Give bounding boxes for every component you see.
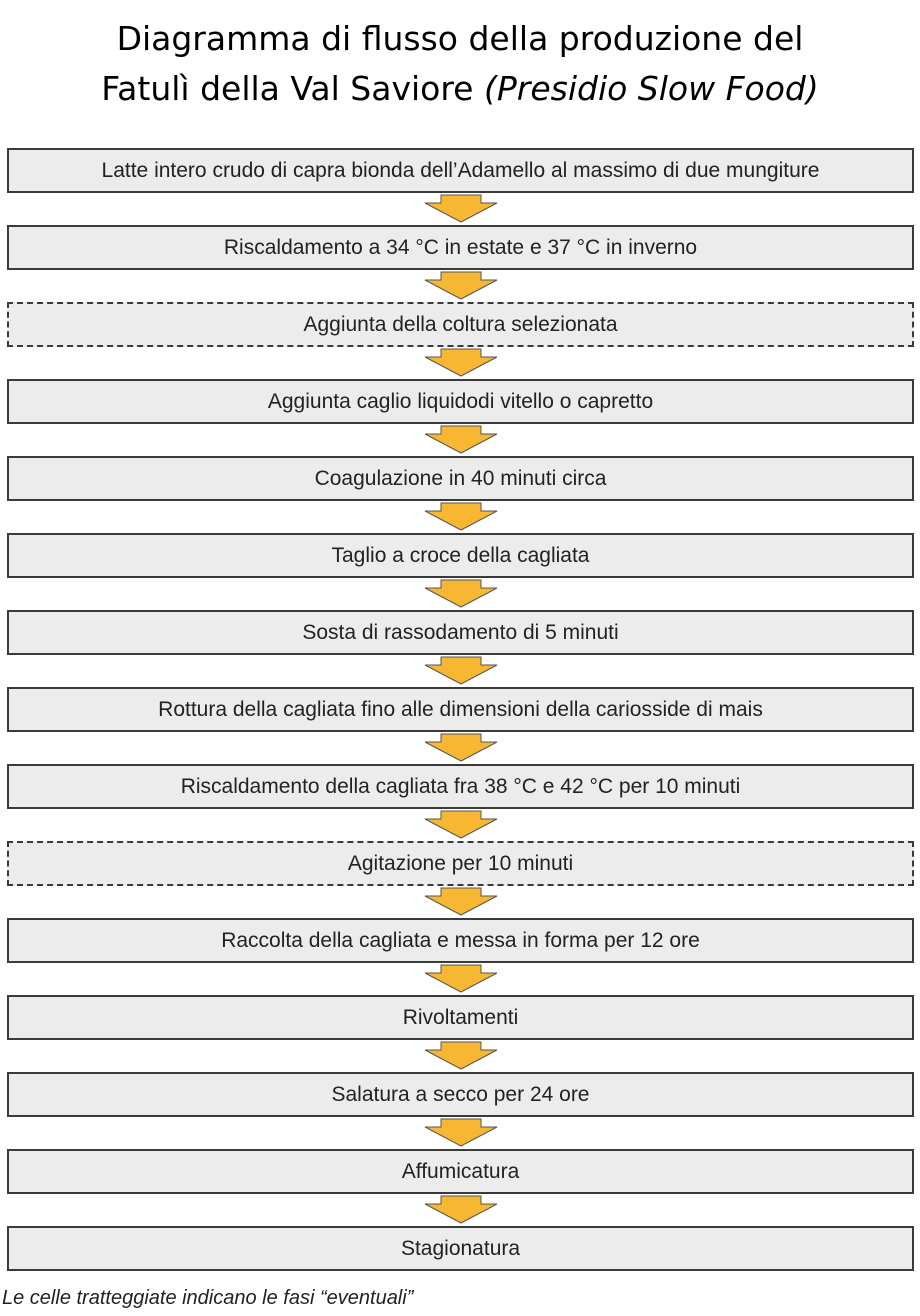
flowchart bbox=[7, 148, 914, 1271]
footnote: Le celle tratteggiate indicano le fasi “eventuali” bbox=[2, 1287, 414, 1309]
flow-step-4: Aggiunta caglio liquidodi vitello o capretto bbox=[7, 379, 914, 424]
title-line-2-italic: (Presidio Slow Food) bbox=[483, 69, 819, 108]
down-arrow-icon bbox=[7, 1194, 914, 1226]
down-arrow-icon bbox=[7, 578, 914, 610]
flow-step-9: Riscaldamento della cagliata fra 38 °C e 42 °C per 10 minuti bbox=[7, 764, 914, 809]
flow-step-8: Rottura della cagliata fino alle dimensioni della cariosside di mais bbox=[7, 687, 914, 732]
flow-step-14: Affumicatura bbox=[7, 1149, 914, 1194]
down-arrow-icon bbox=[7, 732, 914, 764]
down-arrow-icon bbox=[7, 193, 914, 225]
title-line-1: Diagramma di flusso della produzione del bbox=[116, 19, 804, 58]
flow-step-6: Taglio a croce della cagliata bbox=[7, 533, 914, 578]
down-arrow-icon bbox=[7, 655, 914, 687]
flow-step-15: Stagionatura bbox=[7, 1226, 914, 1271]
flow-step-12: Rivoltamenti bbox=[7, 995, 914, 1040]
flow-step-10: Agitazione per 10 minuti bbox=[7, 841, 914, 886]
down-arrow-icon bbox=[7, 501, 914, 533]
title-line-2 bbox=[0, 64, 920, 114]
flow-step-1: Latte intero crudo di capra bionda dell’Adamello al massimo di due mungiture bbox=[7, 148, 914, 193]
down-arrow-icon bbox=[7, 1040, 914, 1072]
flow-step-13: Salatura a secco per 24 ore bbox=[7, 1072, 914, 1117]
flow-step-11: Raccolta della cagliata e messa in forma per 12 ore bbox=[7, 918, 914, 963]
down-arrow-icon bbox=[7, 347, 914, 379]
down-arrow-icon bbox=[7, 886, 914, 918]
down-arrow-icon bbox=[7, 963, 914, 995]
down-arrow-icon bbox=[7, 424, 914, 456]
down-arrow-icon bbox=[7, 809, 914, 841]
down-arrow-icon bbox=[7, 1117, 914, 1149]
title-line-2-main: Fatulì della Val Saviore bbox=[101, 69, 474, 108]
flow-step-2: Riscaldamento a 34 °C in estate e 37 °C in inverno bbox=[7, 225, 914, 270]
flow-step-5: Coagulazione in 40 minuti circa bbox=[7, 456, 914, 501]
flow-step-7: Sosta di rassodamento di 5 minuti bbox=[7, 610, 914, 655]
flow-step-3: Aggiunta della coltura selezionata bbox=[7, 302, 914, 347]
down-arrow-icon bbox=[7, 270, 914, 302]
diagram-title bbox=[0, 14, 920, 114]
